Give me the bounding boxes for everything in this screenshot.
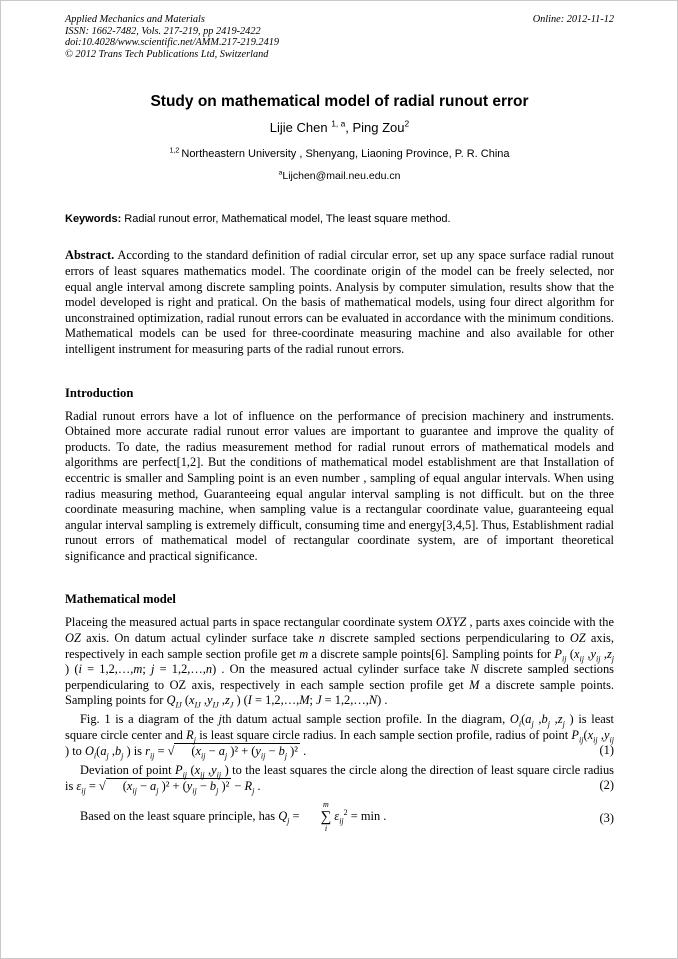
equation-1-text: Fig. 1 is a diagram of the jth datum actual sample section profile. In the diagram, $O_i(a_j$ $,b_j$ $,z_j$ ) is least square circle center and $R_j$ is least square circle radius. In each sample section profile, radius of point $P_{ij}(x_{ij}$ $,y_{ij}$ ) to $O_i(a_j$ $,b_j$ ) is $r_{ij}$ = √ ($x_{ij} - a_j$ )$^2 + (y_{ij} - b_j$ )² . (65, 712, 614, 761)
equation-number-2: (2) (599, 778, 614, 793)
keywords-text: Radial runout error, Mathematical model, The least square method. (121, 213, 451, 226)
keywords-label: Keywords: (65, 213, 122, 226)
model-paragraph-equation-1 (65, 712, 614, 760)
equation-3-text: Based on the least square principle, has $Q_j$ = m ∑ i $\varepsilon_{ij}^2 = \min$ . (80, 800, 387, 833)
abstract-paragraph (65, 248, 614, 357)
copyright-line: © 2012 Trans Tech Publications Ltd, Switzerland (65, 48, 269, 60)
affiliation-line: $^{1,2}$ Northeastern University , Shenyang, Liaoning Province, P. R. China (169, 146, 510, 161)
abstract-text: According to the standard definition of radial circular error, set up any space surface radial runout errors of least squares mathematics model. The coordinate origin of the model can be freely selected, nor equal angle interval among discrete sampling points. Analysis by computer simulation, results show that the model developed is right and pratical. On the basis of mathematical models, using four direct algorithm for unconstrained optimization, radial runout errors can be evaluated in accordance with the minimum conditions. Mathematical models can be used for three-coordinate measuring machine and also available for other intelligent instrument for measuring parts of the radial runout errors. (65, 248, 614, 356)
authors-line: Lijie Chen $^{1, a}$, Ping Zou$^2$ (269, 119, 410, 136)
online-date: Online: 2012-11-12 (532, 14, 614, 25)
issn-line: ISSN: 1662-7482, Vols. 217-219, pp 2419-2422 (65, 25, 261, 37)
introduction-paragraph: Radial runout errors have a lot of influence on the performance of precision machinery and instruments. Obtained more accurate radial runout error values are important to guarantee and improve the quality of products. To date, the radius measurement method for radial runout errors of mathematical models and algorithms are perfect[1,2]. But the conditions of mathematical model establishment are that Installation of eccentric is smaller and Sampling point is an even number , sampling of equal angular intervals. When using radius measuring method, Guaranteeing equal angular interval sampling is not difficult. but on the three coordinate measuring machine, when sampling value is a rectangular coordinate value, guaranteeing equal angular interval sampling is extremely difficult, consuming time and energy[3,4,5]. Thus, Establishment radial runout errors of mathematical model of rectangular coordinate system, are of important theoretical significance and practical significance. (65, 408, 614, 563)
section-heading-mathematical-model: Mathematical model (65, 592, 176, 607)
model-paragraph-equation-2 (65, 763, 614, 795)
publication-info (65, 14, 279, 60)
paper-title: Study on mathematical model of radial runout error (150, 93, 529, 111)
email-line: $^a$Lijchen@mail.neu.edu.cn (278, 169, 401, 183)
journal-title: Applied Mechanics and Materials (65, 14, 205, 25)
section-heading-introduction: Introduction (65, 385, 134, 400)
doi-line: doi:10.4028/www.scientific.net/AMM.217-219.2419 (65, 37, 280, 49)
model-paragraph-equation-3 (65, 801, 614, 834)
abstract-label: Abstract. (65, 248, 115, 263)
equation-2-text: Deviation of point $P_{ij}$ ($x_{ij}$ $,y_{ij}$ ) to the least squares the circle along the direction of least square circle radius is $\varepsilon_{ij}$ = √ ($x_{ij} - a_j$ )$^2 + (y_{ij} - b_j$ )$^2 - R_j$ . (65, 762, 615, 796)
equation-number-1: (1) (599, 743, 614, 758)
equation-number-3: (3) (599, 811, 614, 825)
model-paragraph-1: Placeing the measured actual parts in space rectangular coordinate system OXYZ , parts axes coincide with the OZ axis. On datum actual cylinder surface take n discrete sampled sections perpendicularing to OZ axis, respectively in each sample section profile get m a discrete sample points[6]. Sampling points for $P_{ij}$ ($x_{ij}$ $,y_{ij}$ $,z_j$ ) (i = 1,2,…,m; j = 1,2,…,n) . On the measured actual cylinder surface take N discrete sampled sections perpendicularing to OZ axis, respectively in each sample section profile get M a discrete sample points. Sampling points for $Q_{IJ}$ ($x_{IJ}$ $,y_{IJ}$ $,z_J$ ) (I = 1,2,…,M; J = 1,2,…,N) . (65, 615, 615, 710)
publication-header (65, 14, 614, 60)
keywords-line (65, 213, 614, 225)
